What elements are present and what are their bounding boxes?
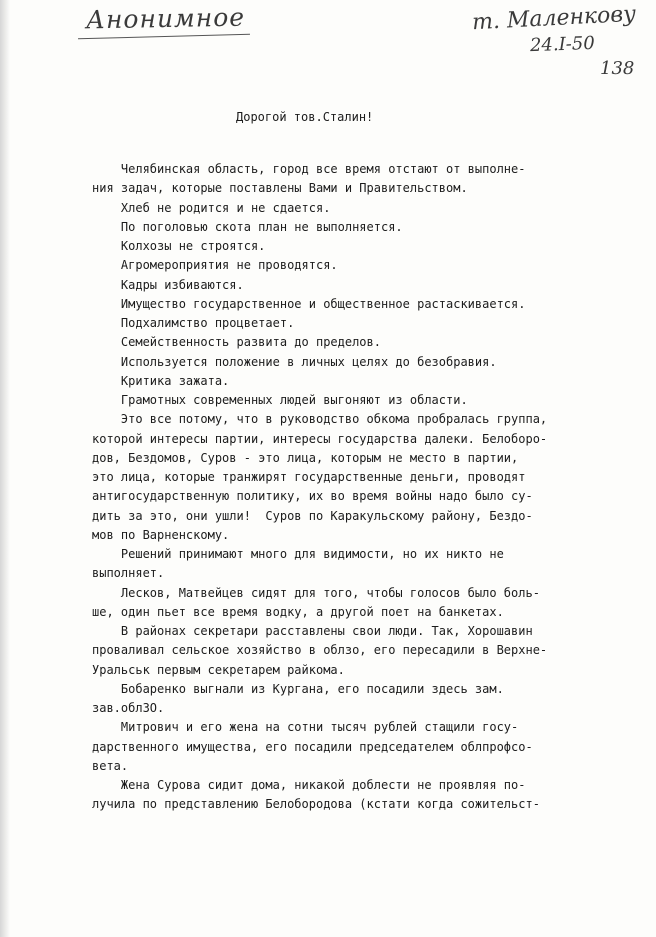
letter-line: Критика зажата. [92, 373, 230, 388]
letter-line: Используется положение в личных целях до безобравия. [92, 354, 497, 369]
letter-line: это лица, которые транжирят государственные деньги, проводят [92, 470, 526, 484]
letter-line: которой интересы партии, интересы государства далеки. Белоборо- [92, 431, 548, 446]
handwritten-page-number: 138 [600, 58, 635, 79]
letter-body [92, 160, 547, 815]
letter-line: Лесков, Матвейцев сидят для того, чтобы голосов было боль- [92, 585, 540, 600]
letter-line: проваливал сельское хозяйство в облзо, его пересадили в Верхне- [92, 643, 548, 658]
letter-line: Это все потому, что в руководство обкома пробралась группа, [92, 412, 548, 427]
letter-line: По поголовью скота план не выполняется. [92, 219, 403, 234]
letter-line: дарственного имущества, его посадили председателем облпрофсо- [92, 739, 533, 754]
letter-line: лучила по представлению Белобородова (кстати когда сожительст- [92, 797, 540, 812]
letter-line: антигосударственную политику, их во время войны надо было су- [92, 489, 533, 504]
letter-line: Колхозы не строятся. [92, 239, 266, 253]
letter-line: Жена Сурова сидит дома, никакой доблести не проявляя по- [92, 778, 526, 792]
handwritten-note-anonymous: Анонимное [85, 2, 246, 35]
letter-line: Хлеб не родится и не сдается. [92, 200, 331, 215]
letter-line: Кадры избиваются. [92, 277, 244, 292]
letter-line: зав.облЗО. [92, 701, 165, 715]
letter-line: Имущество государственное и общественное растаскивается. [92, 296, 526, 311]
scan-edge-shadow [0, 0, 10, 937]
letter-line: мов по Варненскому. [92, 527, 230, 542]
letter-line: Митрович и его жена на сотни тысяч рублей стащили госу- [92, 720, 519, 735]
letter-line: Подхалимство процветает. [92, 316, 295, 330]
letter-line: Агромероприятия не проводятся. [92, 258, 338, 273]
letter-line: дов, Бездомов, Суров - это лица, которым не место в партии, [92, 450, 519, 465]
letter-line: ше, один пьет все время водку, а другой поет на банкетах. [92, 604, 504, 619]
letter-salutation: Дорогой тов.Сталин! [236, 110, 374, 124]
letter-line: Уральськ первым секретарем райкома. [92, 662, 345, 677]
letter-line: Семейственность развита до пределов. [92, 335, 381, 350]
letter-line: Грамотных современных людей выгоняют из области. [92, 393, 468, 407]
letter-line: вета. [92, 758, 129, 773]
handwritten-underline [78, 34, 250, 40]
letter-line: выполняет. [92, 566, 165, 581]
handwritten-addressee: т. Маленкову [471, 1, 637, 36]
letter-line: ния задач, которые поставлены Вами и Правительством. [92, 181, 468, 196]
letter-line: Решений принимают много для видимости, но их никто не [92, 547, 504, 561]
letter-line: В районах секретари расставлены свои люди. Так, Хорошавин [92, 624, 533, 638]
letter-line: Бобаренко выгнали из Кургана, его посадили здесь зам. [92, 681, 504, 696]
letter-line: дить за это, они ушли! Суров по Каракульскому району, Бездо- [92, 508, 533, 523]
letter-line: Челябинская область, город все время отстают от выполне- [92, 162, 526, 176]
handwritten-date: 24.I-50 [529, 32, 596, 57]
